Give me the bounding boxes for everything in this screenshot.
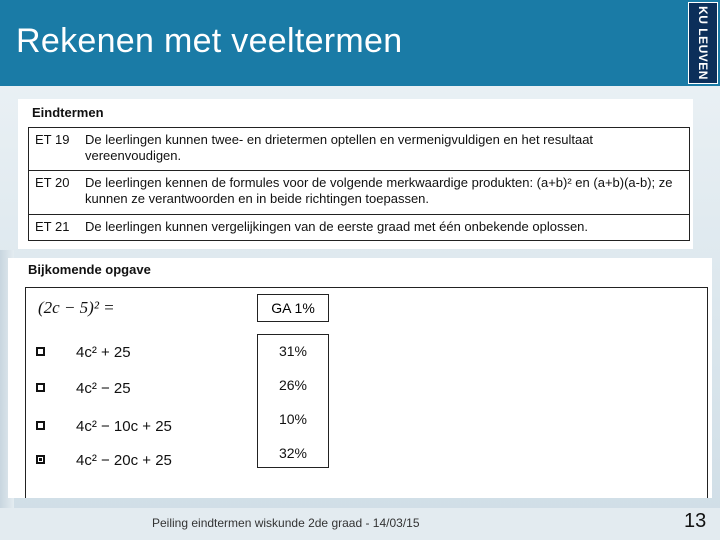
ku-leuven-logo <box>688 2 718 84</box>
opgave-heading: Bijkomende opgave <box>28 262 151 277</box>
option-text: 4c² − 25 <box>76 380 131 397</box>
eindterm-text: De leerlingen kunnen vergelijkingen van de eerste graad met één onbekende oplossen. <box>85 219 589 234</box>
option-text: 4c² + 25 <box>76 344 131 361</box>
ga-label: GA 1% <box>271 300 315 316</box>
footer-text: Peiling eindtermen wiskunde 2de graad - 14/03/15 <box>152 516 420 530</box>
percentage-box <box>257 334 329 468</box>
eindterm-row <box>29 214 689 243</box>
opgave-panel <box>8 258 712 498</box>
question-formula: (2c − 5)² = <box>38 298 115 317</box>
option-percentage: 10% <box>278 411 308 427</box>
eindtermen-heading: Eindtermen <box>32 105 104 120</box>
checked-checkbox-icon[interactable] <box>36 455 45 464</box>
eindterm-code: ET 21 <box>35 219 70 234</box>
page-number: 13 <box>684 510 707 532</box>
eindtermen-panel <box>18 99 693 249</box>
slide-header <box>0 0 720 86</box>
logo-text: KU LEUVEN <box>696 6 710 80</box>
checkbox-icon[interactable] <box>36 383 45 392</box>
eindtermen-table <box>28 127 690 241</box>
option-percentage: 32% <box>278 445 308 461</box>
option-text: 4c² − 20c + 25 <box>76 452 172 469</box>
eindterm-code: ET 20 <box>35 175 70 190</box>
eindterm-row <box>29 170 689 215</box>
eindterm-text: De leerlingen kunnen twee- en drietermen optellen en vermenigvuldigen en het resultaat vereenvoudigen. <box>85 132 594 163</box>
slide-title: Rekenen met veeltermen <box>16 22 403 60</box>
option-text: 4c² − 10c + 25 <box>76 418 172 435</box>
eindterm-code: ET 19 <box>35 132 70 147</box>
checkbox-icon[interactable] <box>36 421 45 430</box>
option-percentage: 26% <box>278 377 308 393</box>
checkbox-icon[interactable] <box>36 347 45 356</box>
eindterm-row <box>29 128 689 170</box>
ga-label-box <box>257 294 329 322</box>
opgave-box <box>25 287 708 498</box>
option-percentage: 31% <box>278 343 308 359</box>
eindterm-text: De leerlingen kennen de formules voor de volgende merkwaardige produkten: (a+b)² en (a+b)(a-b); ze kunnen ze verantwoorden en in beide richtingen toepassen. <box>85 175 673 206</box>
